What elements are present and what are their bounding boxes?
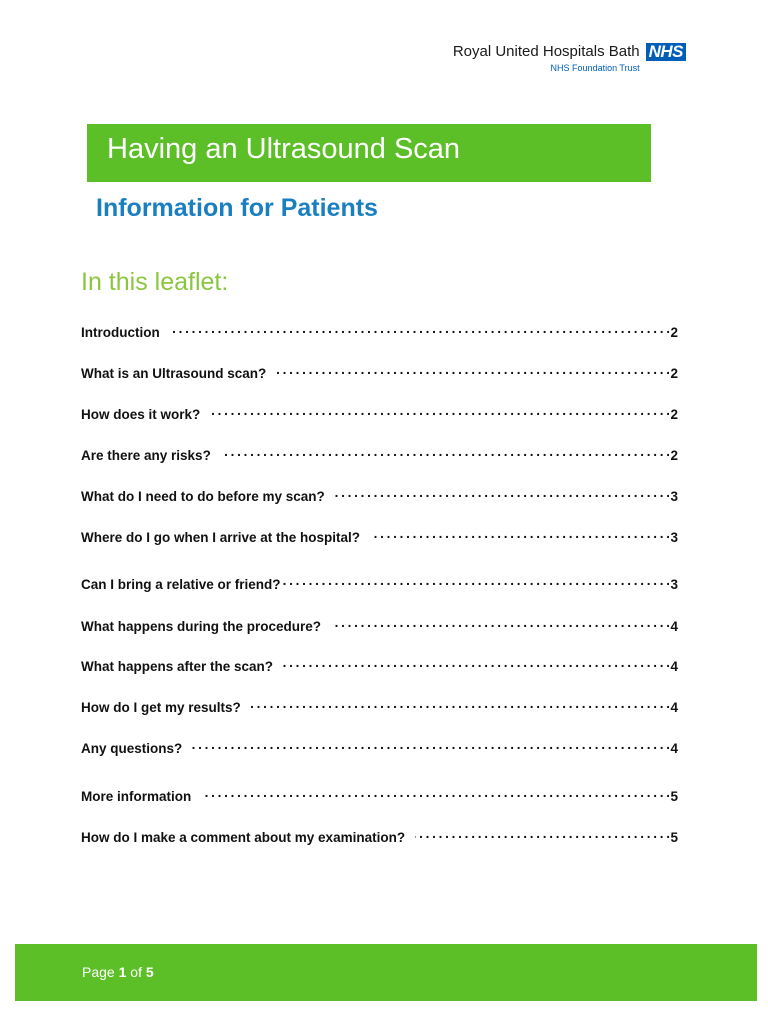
toc-item-label: How do I get my results?: [81, 700, 241, 715]
toc-item-page: 2: [670, 366, 678, 381]
toc-item-label: Are there any risks?: [81, 448, 211, 463]
toc-item[interactable]: [81, 403, 678, 423]
page-word: Page: [82, 964, 115, 980]
total-pages-number: 5: [145, 964, 154, 980]
toc-item-label: Any questions?: [81, 741, 183, 756]
toc-item-page: 2: [670, 448, 678, 463]
toc-item-page: 4: [670, 619, 678, 634]
toc-item-label: What is an Ultrasound scan?: [81, 366, 267, 381]
toc-item[interactable]: [81, 826, 678, 846]
toc-item[interactable]: [81, 321, 678, 341]
page-footer: [15, 944, 757, 1001]
toc-leader-dots: [170, 321, 670, 337]
toc-leader-dots: [283, 655, 669, 671]
toc-item-page: 3: [670, 530, 678, 545]
toc-item[interactable]: [81, 615, 678, 635]
toc-leader-dots: [251, 696, 670, 712]
toc-leader-dots: [370, 526, 669, 542]
toc-leader-dots: [331, 615, 669, 631]
toc-heading: In this leaflet:: [81, 268, 229, 296]
title-banner: [87, 124, 651, 182]
toc-leader-dots: [415, 826, 669, 842]
toc-item-label: What happens after the scan?: [81, 659, 274, 674]
toc-item-page: 2: [670, 407, 678, 422]
toc-item[interactable]: [81, 785, 678, 805]
toc-item-page: 4: [670, 741, 678, 756]
trust-name: NHS Foundation Trust: [550, 63, 640, 73]
toc-item-label: Introduction: [81, 325, 160, 340]
toc-item-label: How do I make a comment about my examination?: [81, 830, 406, 845]
toc-item-page: 4: [670, 659, 678, 674]
toc-item[interactable]: [81, 485, 678, 505]
toc-leader-dots: [210, 403, 669, 419]
toc-item-label: Can I bring a relative or friend?: [81, 577, 281, 592]
page-indicator: [82, 964, 154, 980]
toc-leader-dots: [221, 444, 670, 460]
document-title: Having an Ultrasound Scan: [107, 133, 461, 165]
document-subtitle: Information for Patients: [96, 194, 378, 222]
toc-item-page: 5: [670, 789, 678, 804]
toc-item[interactable]: [81, 737, 678, 757]
toc-leader-dots: [201, 785, 669, 801]
toc-item-label: What do I need to do before my scan?: [81, 489, 325, 504]
logo-text-block: [453, 42, 640, 73]
organisation-name: Royal United Hospitals Bath: [452, 43, 640, 60]
toc-item-label: What happens during the procedure?: [81, 619, 322, 634]
toc-leader-dots: [276, 362, 669, 378]
current-page-number: 1: [118, 964, 127, 980]
toc-item-page: 4: [670, 700, 678, 715]
toc-item[interactable]: [81, 655, 678, 675]
toc-item-page: 3: [670, 489, 678, 504]
toc-leader-dots: [335, 485, 670, 501]
toc-item[interactable]: [81, 444, 678, 464]
of-word: of: [130, 964, 142, 980]
toc-item-label: How does it work?: [81, 407, 201, 422]
toc-item[interactable]: [81, 696, 678, 716]
hospital-logo: [453, 42, 686, 73]
toc-item-page: 5: [670, 830, 678, 845]
nhs-logo-icon: NHS: [646, 43, 686, 61]
toc-item[interactable]: [81, 526, 678, 546]
toc-item-page: 3: [670, 577, 678, 592]
toc-item[interactable]: [81, 573, 678, 593]
toc-item-label: Where do I go when I arrive at the hospital?: [81, 530, 361, 545]
toc-leader-dots: [192, 737, 669, 753]
toc-leader-dots: [281, 573, 670, 589]
toc-item[interactable]: [81, 362, 678, 382]
toc-item-label: More information: [81, 789, 192, 804]
toc-item-page: 2: [670, 325, 678, 340]
